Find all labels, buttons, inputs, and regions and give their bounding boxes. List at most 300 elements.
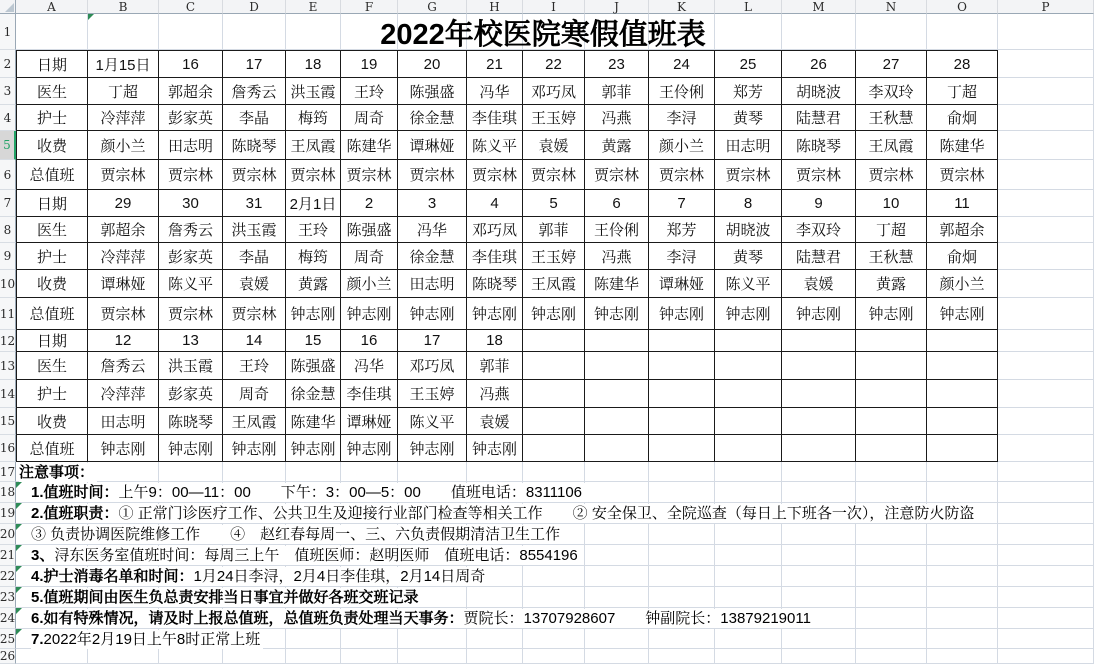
cell-J4[interactable]: 冯燕 xyxy=(585,105,649,131)
row-header-8[interactable]: 8 xyxy=(0,217,16,243)
cell-K14[interactable] xyxy=(649,380,715,408)
cell-N4[interactable]: 王秋慧 xyxy=(856,105,927,131)
cell-O7[interactable]: 11 xyxy=(927,190,998,217)
cell-K8[interactable]: 郑芳 xyxy=(649,217,715,243)
cell-C9[interactable]: 彭家英 xyxy=(159,243,223,270)
cell-M16[interactable] xyxy=(782,435,856,462)
cell-D5[interactable]: 陈晓琴 xyxy=(223,131,286,160)
cell-D10[interactable]: 袁媛 xyxy=(223,270,286,298)
cell-B4[interactable]: 冷萍萍 xyxy=(88,105,159,131)
row-header-18[interactable]: 18 xyxy=(0,482,16,503)
cell-M2[interactable]: 26 xyxy=(782,50,856,78)
cell-L12[interactable] xyxy=(715,330,782,352)
cell-K12[interactable] xyxy=(649,330,715,352)
cell-L6[interactable]: 贾宗林 xyxy=(715,160,782,190)
cell-M8[interactable]: 李双玲 xyxy=(782,217,856,243)
row-header-17[interactable]: 17 xyxy=(0,462,16,482)
cell-C16[interactable]: 钟志刚 xyxy=(159,435,223,462)
cell-J2[interactable]: 23 xyxy=(585,50,649,78)
cell-N11[interactable]: 钟志刚 xyxy=(856,298,927,330)
note-text-segment: 3、 xyxy=(31,547,55,564)
cell-F12[interactable]: 16 xyxy=(341,330,398,352)
cell-H5[interactable]: 陈义平 xyxy=(467,131,523,160)
cell-F6[interactable]: 贾宗林 xyxy=(341,160,398,190)
cell-B12[interactable]: 12 xyxy=(88,330,159,352)
grid-bg-cell xyxy=(998,649,1094,664)
cell-N6[interactable]: 贾宗林 xyxy=(856,160,927,190)
cell-E5[interactable]: 王凤霞 xyxy=(286,131,341,160)
select-all-corner[interactable] xyxy=(0,0,16,14)
cell-N8[interactable]: 丁超 xyxy=(856,217,927,243)
cell-L8[interactable]: 胡晓波 xyxy=(715,217,782,243)
column-header-H[interactable]: H xyxy=(467,0,523,14)
cell-D7[interactable]: 31 xyxy=(223,190,286,217)
cell-B6[interactable]: 贾宗林 xyxy=(88,160,159,190)
cell-B3[interactable]: 丁超 xyxy=(88,78,159,105)
cell-N14[interactable] xyxy=(856,380,927,408)
row-header-26[interactable]: 26 xyxy=(0,649,16,663)
cell-O5[interactable]: 陈建华 xyxy=(927,131,998,160)
note-text-segment: ③ 负责协调医院维修工作 ④ 赵红春每周一、三、六负责假期清洁卫生工作 xyxy=(31,526,561,543)
cell-F14[interactable]: 李佳琪 xyxy=(341,380,398,408)
row-header-5[interactable]: 5 xyxy=(0,131,16,160)
cell-H13[interactable]: 郭菲 xyxy=(467,352,523,380)
grid-bg-cell xyxy=(998,435,1094,462)
cell-J10[interactable]: 陈建华 xyxy=(585,270,649,298)
cell-C10[interactable]: 陈义平 xyxy=(159,270,223,298)
row-header-20[interactable]: 20 xyxy=(0,524,16,545)
cell-J5[interactable]: 黄露 xyxy=(585,131,649,160)
cell-D12[interactable]: 14 xyxy=(223,330,286,352)
cell-E14[interactable]: 徐金慧 xyxy=(286,380,341,408)
note-row-17[interactable] xyxy=(16,462,1094,482)
cell-I12[interactable] xyxy=(523,330,585,352)
cell-M6[interactable]: 贾宗林 xyxy=(782,160,856,190)
cell-J12[interactable] xyxy=(585,330,649,352)
note-text-segment: 2.值班职责： xyxy=(31,505,119,522)
column-header-M[interactable]: M xyxy=(782,0,856,14)
cell-I5[interactable]: 袁媛 xyxy=(523,131,585,160)
grid-bg-cell xyxy=(782,649,856,664)
cell-J9[interactable]: 冯燕 xyxy=(585,243,649,270)
cell-A3[interactable]: 医生 xyxy=(16,78,88,105)
cell-L16[interactable] xyxy=(715,435,782,462)
row-header-24[interactable]: 24 xyxy=(0,608,16,629)
cell-G3[interactable]: 陈强盛 xyxy=(398,78,467,105)
cell-J14[interactable] xyxy=(585,380,649,408)
column-header-G[interactable]: G xyxy=(398,0,467,14)
row-header-15[interactable]: 15 xyxy=(0,408,16,435)
cell-E10[interactable]: 黄露 xyxy=(286,270,341,298)
cell-K5[interactable]: 颜小兰 xyxy=(649,131,715,160)
cell-L13[interactable] xyxy=(715,352,782,380)
cell-L2[interactable]: 25 xyxy=(715,50,782,78)
note-text xyxy=(31,588,422,607)
row-header-7[interactable]: 7 xyxy=(0,190,16,217)
column-header-I[interactable]: I xyxy=(523,0,585,14)
cell-E6[interactable]: 贾宗林 xyxy=(286,160,341,190)
cell-I3[interactable]: 邓巧凤 xyxy=(523,78,585,105)
cell-C5[interactable]: 田志明 xyxy=(159,131,223,160)
cell-D6[interactable]: 贾宗林 xyxy=(223,160,286,190)
cell-G11[interactable]: 钟志刚 xyxy=(398,298,467,330)
cell-M5[interactable]: 陈晓琴 xyxy=(782,131,856,160)
column-header-P[interactable]: P xyxy=(998,0,1094,14)
row-header-25[interactable]: 25 xyxy=(0,629,16,649)
cell-I9[interactable]: 王玉婷 xyxy=(523,243,585,270)
cell-G8[interactable]: 冯华 xyxy=(398,217,467,243)
cell-A14[interactable]: 护士 xyxy=(16,380,88,408)
cell-N3[interactable]: 李双玲 xyxy=(856,78,927,105)
cell-O14[interactable] xyxy=(927,380,998,408)
cell-K11[interactable]: 钟志刚 xyxy=(649,298,715,330)
cell-H4[interactable]: 李佳琪 xyxy=(467,105,523,131)
row-header-14[interactable]: 14 xyxy=(0,380,16,408)
cell-H12[interactable]: 18 xyxy=(467,330,523,352)
cell-C7[interactable]: 30 xyxy=(159,190,223,217)
cell-B13[interactable]: 詹秀云 xyxy=(88,352,159,380)
cell-I6[interactable]: 贾宗林 xyxy=(523,160,585,190)
column-header-C[interactable]: C xyxy=(159,0,223,14)
cell-O12[interactable] xyxy=(927,330,998,352)
cell-H16[interactable]: 钟志刚 xyxy=(467,435,523,462)
cell-A4[interactable]: 护士 xyxy=(16,105,88,131)
cell-K15[interactable] xyxy=(649,408,715,435)
cell-G13[interactable]: 邓巧凤 xyxy=(398,352,467,380)
cell-M7[interactable]: 9 xyxy=(782,190,856,217)
cell-B15[interactable]: 田志明 xyxy=(88,408,159,435)
note-row-25[interactable] xyxy=(16,629,1094,649)
cell-B10[interactable]: 谭琳娅 xyxy=(88,270,159,298)
cell-B5[interactable]: 颜小兰 xyxy=(88,131,159,160)
cell-G5[interactable]: 谭琳娅 xyxy=(398,131,467,160)
title-cell[interactable] xyxy=(88,14,998,50)
column-header-L[interactable]: L xyxy=(715,0,782,14)
row-header-2[interactable]: 2 xyxy=(0,50,16,78)
cell-C3[interactable]: 郭超余 xyxy=(159,78,223,105)
cell-H6[interactable]: 贾宗林 xyxy=(467,160,523,190)
cell-H8[interactable]: 邓巧凤 xyxy=(467,217,523,243)
cell-I4[interactable]: 王玉婷 xyxy=(523,105,585,131)
cell-J11[interactable]: 钟志刚 xyxy=(585,298,649,330)
cell-M11[interactable]: 钟志刚 xyxy=(782,298,856,330)
cell-A6[interactable]: 总值班 xyxy=(16,160,88,190)
cell-L14[interactable] xyxy=(715,380,782,408)
cell-H2[interactable]: 21 xyxy=(467,50,523,78)
cell-E3[interactable]: 洪玉霞 xyxy=(286,78,341,105)
cell-G12[interactable]: 17 xyxy=(398,330,467,352)
cell-M13[interactable] xyxy=(782,352,856,380)
cell-C12[interactable]: 13 xyxy=(159,330,223,352)
grid-bg-cell xyxy=(998,105,1094,131)
cell-G10[interactable]: 田志明 xyxy=(398,270,467,298)
cell-F9[interactable]: 周奇 xyxy=(341,243,398,270)
cell-A2[interactable]: 日期 xyxy=(16,50,88,78)
column-header-E[interactable]: E xyxy=(286,0,341,14)
cell-G9[interactable]: 徐金慧 xyxy=(398,243,467,270)
cell-B8[interactable]: 郭超余 xyxy=(88,217,159,243)
cell-B11[interactable]: 贾宗林 xyxy=(88,298,159,330)
cell-D8[interactable]: 洪玉霞 xyxy=(223,217,286,243)
row-header-19[interactable]: 19 xyxy=(0,503,16,524)
cell-D13[interactable]: 王玲 xyxy=(223,352,286,380)
row-header-10[interactable]: 10 xyxy=(0,270,16,298)
cell-A10[interactable]: 收费 xyxy=(16,270,88,298)
row-header-4[interactable]: 4 xyxy=(0,105,16,131)
cell-M10[interactable]: 袁媛 xyxy=(782,270,856,298)
note-row-23[interactable] xyxy=(16,587,1094,608)
cell-K13[interactable] xyxy=(649,352,715,380)
cell-E8[interactable]: 王玲 xyxy=(286,217,341,243)
cell-N9[interactable]: 王秋慧 xyxy=(856,243,927,270)
cell-E13[interactable]: 陈强盛 xyxy=(286,352,341,380)
cell-L11[interactable]: 钟志刚 xyxy=(715,298,782,330)
cell-A15[interactable]: 收费 xyxy=(16,408,88,435)
cell-K4[interactable]: 李浔 xyxy=(649,105,715,131)
cell-D9[interactable]: 李晶 xyxy=(223,243,286,270)
cell-F4[interactable]: 周奇 xyxy=(341,105,398,131)
cell-E11[interactable]: 钟志刚 xyxy=(286,298,341,330)
cell-F15[interactable]: 谭琳娅 xyxy=(341,408,398,435)
cell-D16[interactable]: 钟志刚 xyxy=(223,435,286,462)
cell-A13[interactable]: 医生 xyxy=(16,352,88,380)
cell-N15[interactable] xyxy=(856,408,927,435)
cell-J15[interactable] xyxy=(585,408,649,435)
cell-I13[interactable] xyxy=(523,352,585,380)
cell-O16[interactable] xyxy=(927,435,998,462)
cell-K9[interactable]: 李浔 xyxy=(649,243,715,270)
cell-C15[interactable]: 陈晓琴 xyxy=(159,408,223,435)
column-header-N[interactable]: N xyxy=(856,0,927,14)
cell-J3[interactable]: 郭菲 xyxy=(585,78,649,105)
cell-O10[interactable]: 颜小兰 xyxy=(927,270,998,298)
cell-D11[interactable]: 贾宗林 xyxy=(223,298,286,330)
cell-C2[interactable]: 16 xyxy=(159,50,223,78)
cell-M14[interactable] xyxy=(782,380,856,408)
cell-J8[interactable]: 王伶俐 xyxy=(585,217,649,243)
cell-N7[interactable]: 10 xyxy=(856,190,927,217)
row-header-6[interactable]: 6 xyxy=(0,160,16,190)
grid-bg-cell xyxy=(998,270,1094,298)
note-text-segment: 6.如有特殊情况，请及时上报总值班，总值班负责处理当天事务： xyxy=(31,610,464,627)
cell-G6[interactable]: 贾宗林 xyxy=(398,160,467,190)
column-header-K[interactable]: K xyxy=(649,0,715,14)
note-row-21[interactable] xyxy=(16,545,1094,566)
cell-J6[interactable]: 贾宗林 xyxy=(585,160,649,190)
cell-C8[interactable]: 詹秀云 xyxy=(159,217,223,243)
cell-O11[interactable]: 钟志刚 xyxy=(927,298,998,330)
column-header-A[interactable]: A xyxy=(16,0,88,14)
cell-N2[interactable]: 27 xyxy=(856,50,927,78)
cell-I16[interactable] xyxy=(523,435,585,462)
cell-E7[interactable]: 2月1日 xyxy=(286,190,341,217)
cell-K2[interactable]: 24 xyxy=(649,50,715,78)
column-header-F[interactable]: F xyxy=(341,0,398,14)
cell-F2[interactable]: 19 xyxy=(341,50,398,78)
cell-K16[interactable] xyxy=(649,435,715,462)
cell-M9[interactable]: 陆慧君 xyxy=(782,243,856,270)
column-header-D[interactable]: D xyxy=(223,0,286,14)
row-header-21[interactable]: 21 xyxy=(0,545,16,566)
cell-G16[interactable]: 钟志刚 xyxy=(398,435,467,462)
cell-E2[interactable]: 18 xyxy=(286,50,341,78)
cell-G15[interactable]: 陈义平 xyxy=(398,408,467,435)
column-header-O[interactable]: O xyxy=(927,0,998,14)
cell-C11[interactable]: 贾宗林 xyxy=(159,298,223,330)
cell-F16[interactable]: 钟志刚 xyxy=(341,435,398,462)
cell-O15[interactable] xyxy=(927,408,998,435)
grid-bg-cell xyxy=(88,649,159,664)
cell-B2[interactable]: 1月15日 xyxy=(88,50,159,78)
cell-M3[interactable]: 胡晓波 xyxy=(782,78,856,105)
note-row-18[interactable] xyxy=(16,482,1094,503)
cell-D3[interactable]: 詹秀云 xyxy=(223,78,286,105)
row-header-3[interactable]: 3 xyxy=(0,78,16,105)
cell-D4[interactable]: 李晶 xyxy=(223,105,286,131)
cell-E16[interactable]: 钟志刚 xyxy=(286,435,341,462)
cell-I8[interactable]: 郭菲 xyxy=(523,217,585,243)
cell-F7[interactable]: 2 xyxy=(341,190,398,217)
cell-N12[interactable] xyxy=(856,330,927,352)
sheet-title: 2022年校医院寒假值班表 xyxy=(380,18,706,51)
cell-A8[interactable]: 医生 xyxy=(16,217,88,243)
cell-I2[interactable]: 22 xyxy=(523,50,585,78)
cell-N10[interactable]: 黄露 xyxy=(856,270,927,298)
cell-H7[interactable]: 4 xyxy=(467,190,523,217)
cell-A11[interactable]: 总值班 xyxy=(16,298,88,330)
cell-I10[interactable]: 王凤霞 xyxy=(523,270,585,298)
cell-A9[interactable]: 护士 xyxy=(16,243,88,270)
cell-E9[interactable]: 梅筠 xyxy=(286,243,341,270)
cell-I7[interactable]: 5 xyxy=(523,190,585,217)
cell-L15[interactable] xyxy=(715,408,782,435)
cell-M15[interactable] xyxy=(782,408,856,435)
cell-A7[interactable]: 日期 xyxy=(16,190,88,217)
grid-bg-cell xyxy=(998,217,1094,243)
note-text-segment: 贾院长：13707928607 钟副院长：13879219011 xyxy=(463,610,811,627)
grid-bg-cell xyxy=(998,243,1094,270)
cell-J7[interactable]: 6 xyxy=(585,190,649,217)
column-header-B[interactable]: B xyxy=(88,0,159,14)
cell-D14[interactable]: 周奇 xyxy=(223,380,286,408)
cell-H10[interactable]: 陈晓琴 xyxy=(467,270,523,298)
cell-I11[interactable]: 钟志刚 xyxy=(523,298,585,330)
grid-bg-cell xyxy=(523,649,585,664)
cell-O9[interactable]: 俞炯 xyxy=(927,243,998,270)
grid-bg-cell xyxy=(998,190,1094,217)
cell-H3[interactable]: 冯华 xyxy=(467,78,523,105)
cell-L9[interactable]: 黄琴 xyxy=(715,243,782,270)
note-row-19[interactable] xyxy=(16,503,1094,524)
cell-O3[interactable]: 丁超 xyxy=(927,78,998,105)
cell-O2[interactable]: 28 xyxy=(927,50,998,78)
cell-A16[interactable]: 总值班 xyxy=(16,435,88,462)
cell-K6[interactable]: 贾宗林 xyxy=(649,160,715,190)
note-text-segment: 上午9：00—11：00 下午：3：00—5：00 值班电话：8311106 xyxy=(118,484,583,501)
grid-bg-cell xyxy=(341,649,398,664)
cell-B14[interactable]: 冷萍萍 xyxy=(88,380,159,408)
note-row-20[interactable] xyxy=(16,524,1094,545)
cell-N16[interactable] xyxy=(856,435,927,462)
cell-C6[interactable]: 贾宗林 xyxy=(159,160,223,190)
cell-N5[interactable]: 王凤霞 xyxy=(856,131,927,160)
cell-O6[interactable]: 贾宗林 xyxy=(927,160,998,190)
cell-A12[interactable]: 日期 xyxy=(16,330,88,352)
cell-O8[interactable]: 郭超余 xyxy=(927,217,998,243)
row-header-12[interactable]: 12 xyxy=(0,330,16,352)
cell-G14[interactable]: 王玉婷 xyxy=(398,380,467,408)
cell-C4[interactable]: 彭家英 xyxy=(159,105,223,131)
cell-J16[interactable] xyxy=(585,435,649,462)
cell-E15[interactable]: 陈建华 xyxy=(286,408,341,435)
cell-H11[interactable]: 钟志刚 xyxy=(467,298,523,330)
cell-C14[interactable]: 彭家英 xyxy=(159,380,223,408)
cell-N13[interactable] xyxy=(856,352,927,380)
cell-B9[interactable]: 冷萍萍 xyxy=(88,243,159,270)
cell-G2[interactable]: 20 xyxy=(398,50,467,78)
cell-K3[interactable]: 王伶俐 xyxy=(649,78,715,105)
cell-I14[interactable] xyxy=(523,380,585,408)
cell-I15[interactable] xyxy=(523,408,585,435)
cell-B7[interactable]: 29 xyxy=(88,190,159,217)
note-row-24[interactable] xyxy=(16,608,1094,629)
cell-M12[interactable] xyxy=(782,330,856,352)
cell-G4[interactable]: 徐金慧 xyxy=(398,105,467,131)
cell-J13[interactable] xyxy=(585,352,649,380)
cell-F11[interactable]: 钟志刚 xyxy=(341,298,398,330)
cell-K10[interactable]: 谭琳娅 xyxy=(649,270,715,298)
cell-L10[interactable]: 陈义平 xyxy=(715,270,782,298)
cell-H14[interactable]: 冯燕 xyxy=(467,380,523,408)
row-header-16[interactable]: 16 xyxy=(0,435,16,462)
error-flag-icon xyxy=(16,629,22,635)
cell-F10[interactable]: 颜小兰 xyxy=(341,270,398,298)
cell-O13[interactable] xyxy=(927,352,998,380)
cell-D15[interactable]: 王凤霞 xyxy=(223,408,286,435)
cell-B16[interactable]: 钟志刚 xyxy=(88,435,159,462)
cell-L5[interactable]: 田志明 xyxy=(715,131,782,160)
cell-A5[interactable]: 收费 xyxy=(16,131,88,160)
error-flag-icon xyxy=(16,482,22,488)
cell-L7[interactable]: 8 xyxy=(715,190,782,217)
cell-M4[interactable]: 陆慧君 xyxy=(782,105,856,131)
cell-C13[interactable]: 洪玉霞 xyxy=(159,352,223,380)
cell-E4[interactable]: 梅筠 xyxy=(286,105,341,131)
cell-G7[interactable]: 3 xyxy=(398,190,467,217)
cell-F8[interactable]: 陈强盛 xyxy=(341,217,398,243)
cell-H15[interactable]: 袁媛 xyxy=(467,408,523,435)
row-header-11[interactable]: 11 xyxy=(0,298,16,330)
cell-H9[interactable]: 李佳琪 xyxy=(467,243,523,270)
cell-E12[interactable]: 15 xyxy=(286,330,341,352)
cell-F5[interactable]: 陈建华 xyxy=(341,131,398,160)
cell-L3[interactable]: 郑芳 xyxy=(715,78,782,105)
row-header-23[interactable]: 23 xyxy=(0,587,16,608)
row-header-1[interactable]: 1 xyxy=(0,14,16,50)
cell-L4[interactable]: 黄琴 xyxy=(715,105,782,131)
cell-F3[interactable]: 王玲 xyxy=(341,78,398,105)
column-header-J[interactable]: J xyxy=(585,0,649,14)
row-header-9[interactable]: 9 xyxy=(0,243,16,270)
note-row-22[interactable] xyxy=(16,566,1094,587)
row-header-13[interactable]: 13 xyxy=(0,352,16,380)
cell-K7[interactable]: 7 xyxy=(649,190,715,217)
cell-D2[interactable]: 17 xyxy=(223,50,286,78)
row-header-22[interactable]: 22 xyxy=(0,566,16,587)
grid-bg-cell xyxy=(927,649,998,664)
cell-F13[interactable]: 冯华 xyxy=(341,352,398,380)
cell-O4[interactable]: 俞炯 xyxy=(927,105,998,131)
